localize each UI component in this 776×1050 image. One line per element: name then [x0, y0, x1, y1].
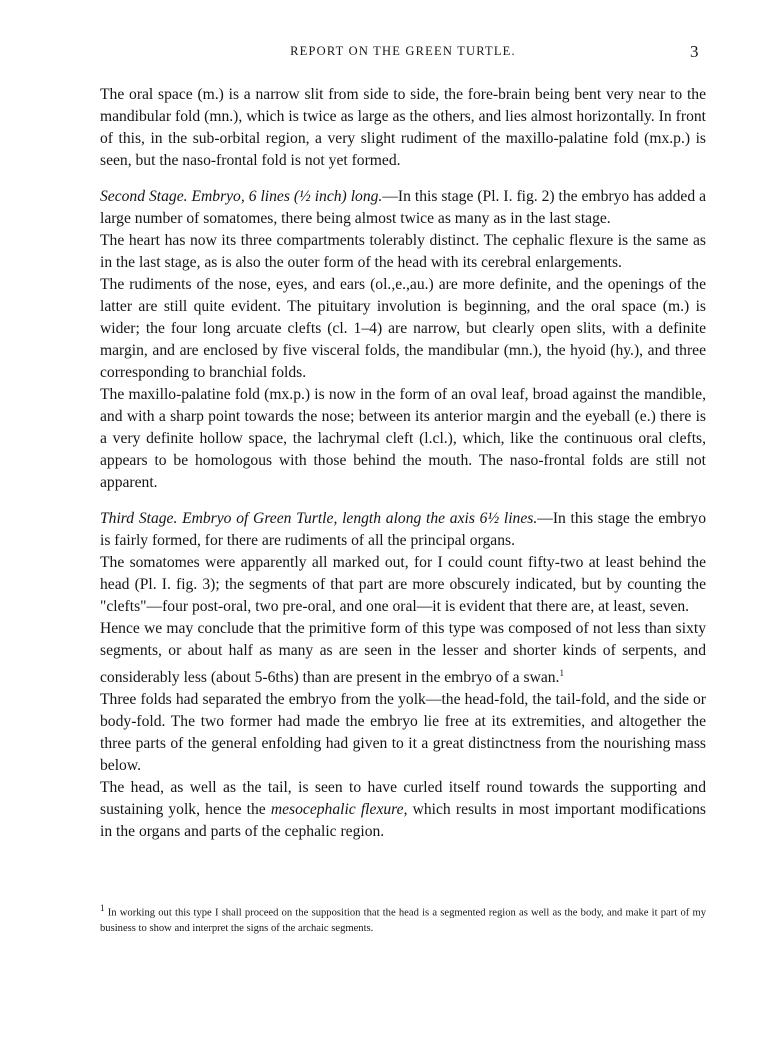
- page-number: 3: [690, 42, 699, 61]
- stage-heading: Third Stage. Embryo of Green Turtle, length along the axis 6½ lines.: [100, 510, 538, 527]
- body-text: [100, 84, 706, 843]
- paragraph-text: Hence we may conclude that the primitive form of this type was composed of not less than sixty segments, or about half as many as are seen in the lesser and shorter kinds of serpents, and considerably less (about 5-6ths) than are present in the embryo of a swan.: [100, 620, 706, 687]
- paragraph: The somatomes were apparently all marked out, for I could count fifty-two at least behind the head (Pl. I. fig. 3); the segments of that part are more obscurely indicated, but by counting the "clefts"—four post-oral, two pre-oral, and one oral—it is evident that there are, at least, seven.: [100, 554, 706, 615]
- footnote: [100, 901, 706, 936]
- paragraph-text: The head, as well as the tail, is seen to have curled itself round towards the supporting and sustaining yolk, hence the: [100, 779, 706, 819]
- footnote-text: In working out this type I shall proceed on the supposition that the head is a segmented region as well as the body, and make it part of my business to show and interpret the signs of the archaic segments.: [100, 907, 707, 934]
- paragraph-text: —In this stage (Pl. I. fig. 2) the embryo has added a large number of somatomes, there being almost twice as many as in the last stage.: [100, 188, 706, 227]
- paragraph-text: —In this stage the embryo is fairly formed, for there are rudiments of all the principal organs.: [100, 510, 706, 549]
- running-head: REPORT ON THE GREEN TURTLE.: [290, 44, 516, 58]
- italic-term: mesocephalic flexure: [270, 801, 404, 819]
- footnote-mark: 1: [100, 903, 105, 913]
- stage-heading: Second Stage. Embryo, 6 lines (½ inch) long.: [100, 188, 383, 205]
- paragraph: The oral space (m.) is a narrow slit from side to side, the fore-brain being bent very near to the mandibular fold (mn.), which is twice as large as the others, and lies almost horizontally. In front of this, in the sub-orbital region, a very slight rudiment of the maxillo-palatine fold (mx.p.) is seen, but the naso-frontal fold is not yet formed.: [100, 86, 706, 169]
- paragraph: The maxillo-palatine fold (mx.p.) is now in the form of an oval leaf, broad against the mandible, and with a sharp point towards the nose; between its anterior margin and the eyeball (e.) there is a very definite hollow space, the lachrymal cleft (l.cl.), which, like the continuous oral clefts, appears to be homologous with those behind the mouth. The naso-frontal folds are still not apparent.: [100, 386, 706, 491]
- paragraph: The heart has now its three compartments tolerably distinct. The cephalic flexure is the same as in the last stage, as is also the outer form of the head with its cerebral enlargements.: [100, 232, 706, 271]
- paragraph-stage-heading: [100, 186, 706, 230]
- paragraph-text: , which results in most important modifications in the organs and parts of the cephalic region.: [100, 801, 706, 841]
- paragraph: The rudiments of the nose, eyes, and ears (ol.,e.,au.) are more definite, and the openings of the latter are still quite evident. The pituitary involution is beginning, and the oral space (m.) is wider; the four long arcuate clefts (cl. 1–4) are narrow, but clearly open slits, with a definite margin, and are enclosed by five visceral folds, the mandibular (mn.), the hyoid (hy.), and three corresponding to branchial folds.: [100, 276, 706, 381]
- paragraph: [100, 777, 706, 843]
- paragraph-stage-heading: [100, 508, 706, 552]
- paragraph: [100, 618, 706, 689]
- paragraph: Three folds had separated the embryo from the yolk—the head-fold, the tail-fold, and the side or body-fold. The two former had made the embryo lie free at its extremities, and altogether the three parts of the general enfolding had given to it a great distinctness from the nourishing mass below.: [100, 691, 706, 775]
- footnote-reference: 1: [559, 668, 564, 678]
